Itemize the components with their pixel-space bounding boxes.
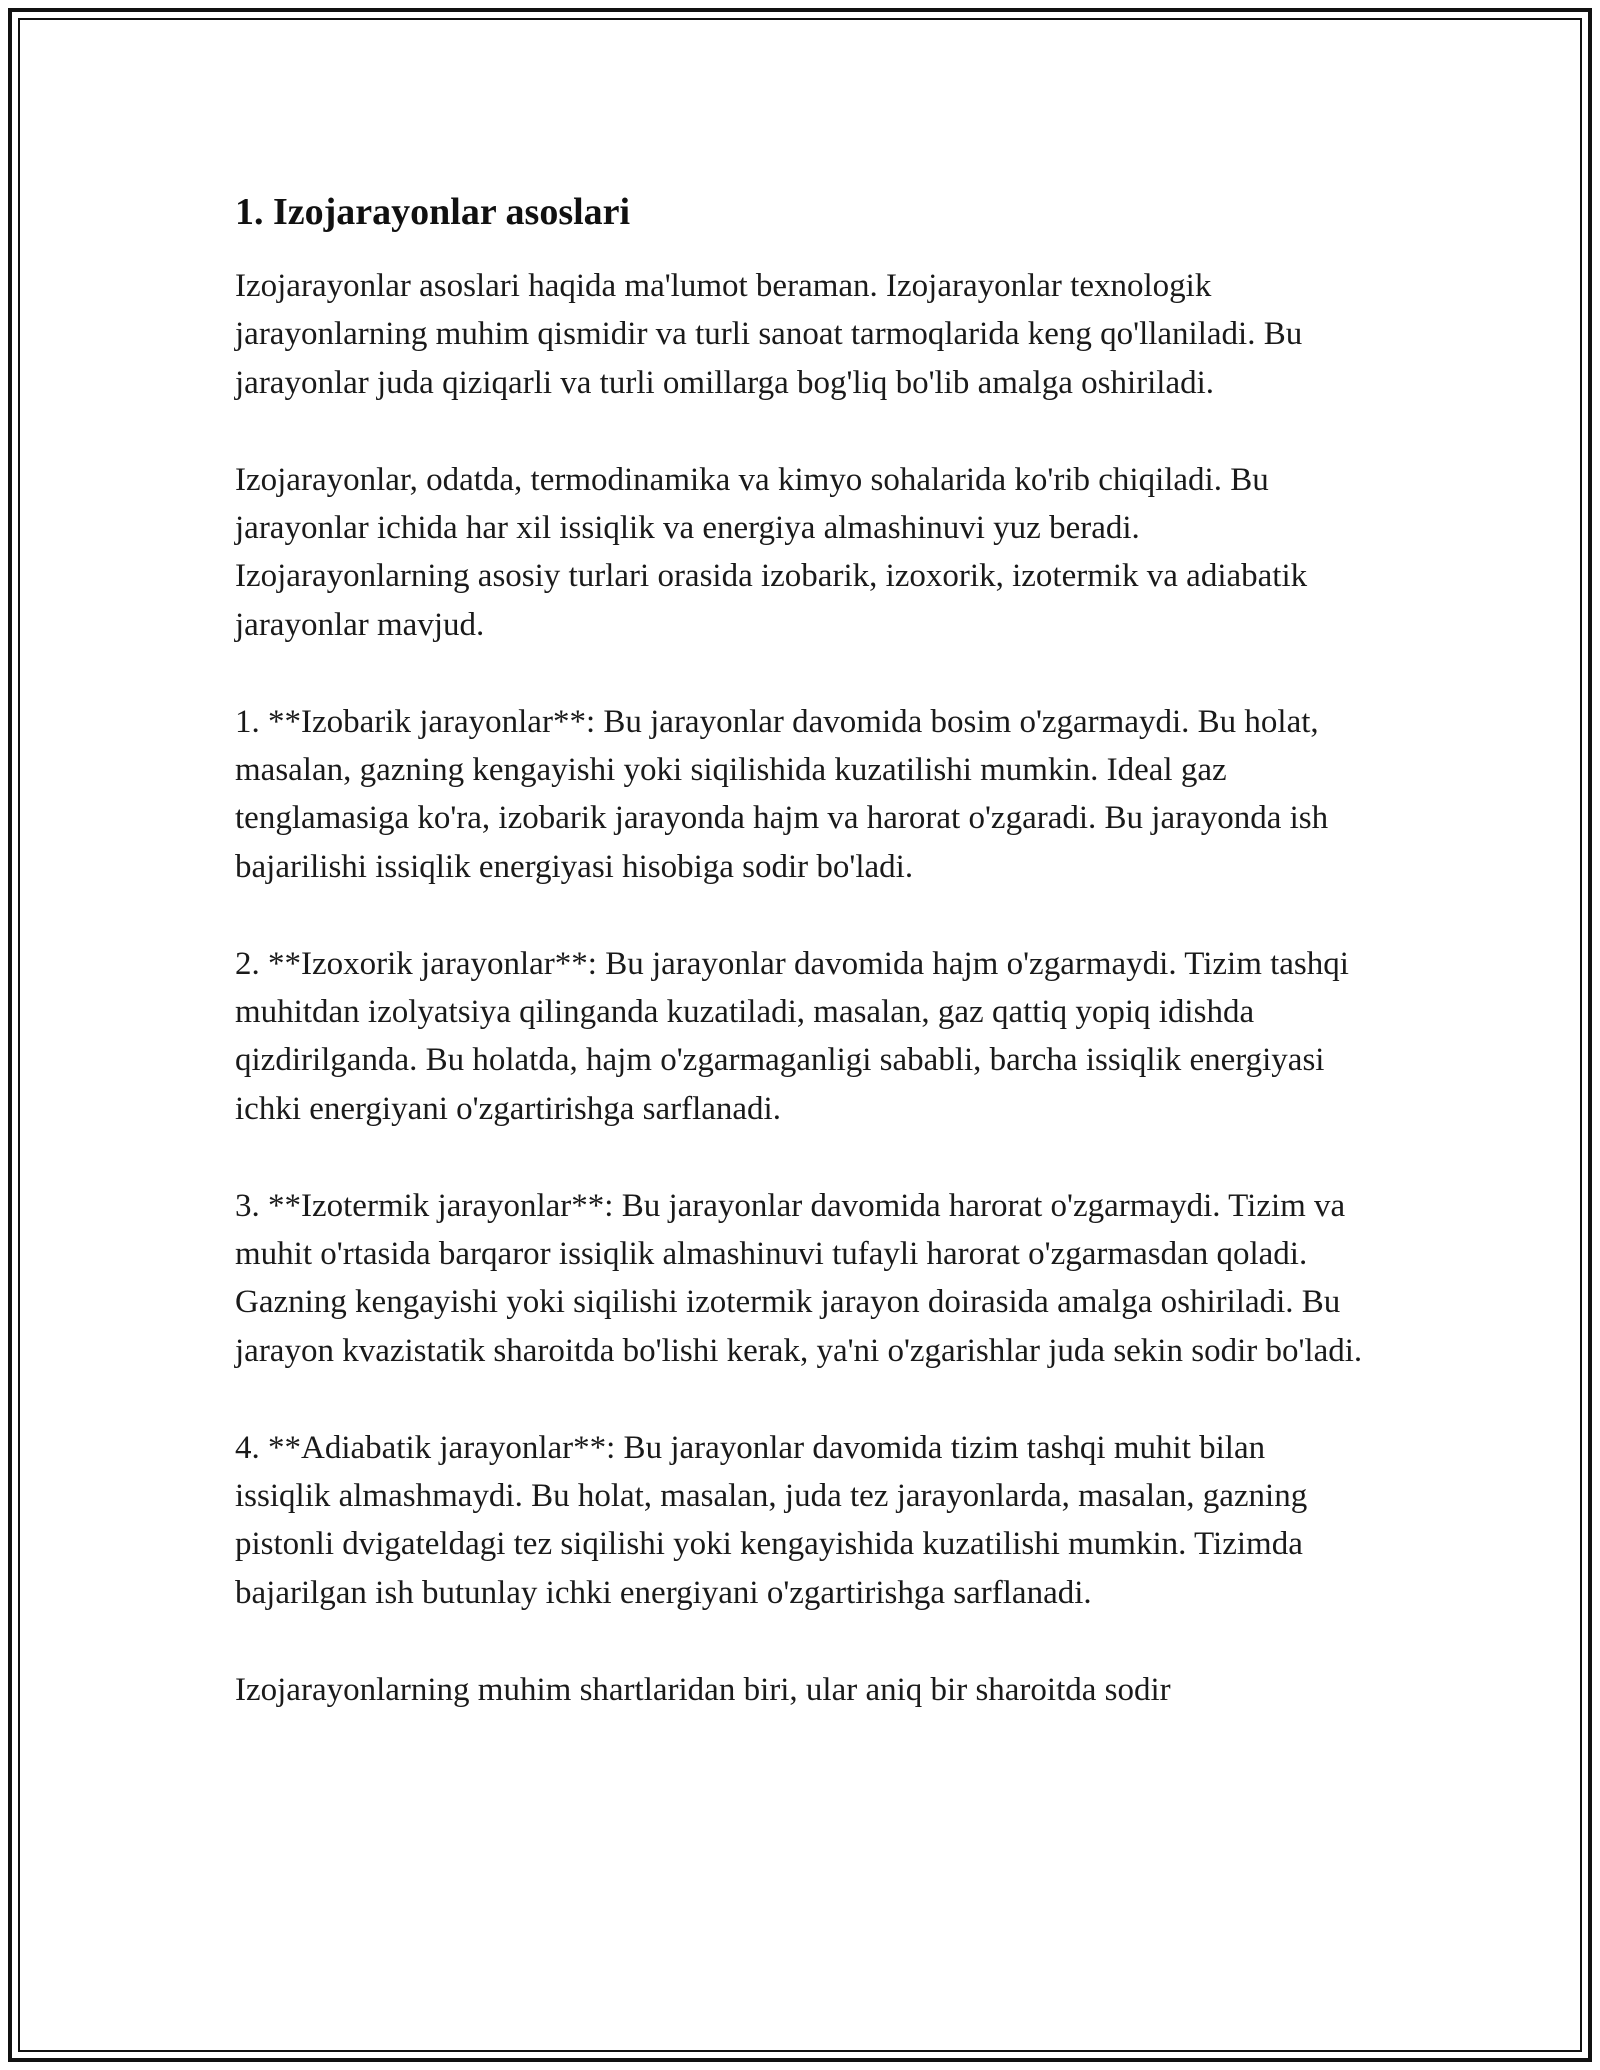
paragraph-isobaric: 1. **Izobarik jarayonlar**: Bu jarayonlar davomida bosim o'zgarmaydi. Bu holat, masalan, gazning kengayishi yoki siqilishida kuzatilishi mumkin. Ideal gaz tenglamasiga ko'ra, izobarik jarayonda hajm va harorat o'zgaradi. Bu jarayonda ish bajarilishi issiqlik energiyasi hisobiga sodir bo'ladi.	[235, 703, 1329, 885]
paragraph-isothermal: 3. **Izotermik jarayonlar**: Bu jarayonlar davomida harorat o'zgarmaydi. Tizim va muhit o'rtasida barqaror issiqlik almashinuvi tufayli harorat o'zgarmasdan qoladi. Gazning kengayishi yoki siqilishi izotermik jarayon doirasida amalga oshiriladi. Bu jarayon kvazistatik sharoitda bo'lishi kerak, ya'ni o'zgarishlar juda sekin sodir bo'ladi.	[235, 1187, 1363, 1369]
paragraph-conditions: Izojarayonlarning muhim shartlaridan biri, ular aniq bir sharoitda sodir	[235, 1671, 1171, 1708]
paragraph-adiabatic: 4. **Adiabatik jarayonlar**: Bu jarayonlar davomida tizim tashqi muhit bilan issiqlik almashmaydi. Bu holat, masalan, juda tez jarayonlarda, masalan, gazning pistonli dvigateldagi tez siqilishi yoki kengayishida kuzatilishi mumkin. Tizimda bajarilgan ish butunlay ichki energiyani o'zgartirishga sarflanadi.	[235, 1429, 1308, 1611]
paragraph-isochoric: 2. **Izoxorik jarayonlar**: Bu jarayonlar davomida hajm o'zgarmaydi. Tizim tashqi muhitdan izolyatsiya qilinganda kuzatiladi, masalan, gaz qattiq yopiq idishda qizdirilganda. Bu holatda, hajm o'zgarmaganligi sababli, barcha issiqlik energiyasi ichki energiyani o'zgartirishga sarflanadi.	[235, 945, 1349, 1127]
paragraph-intro: Izojarayonlar asoslari haqida ma'lumot beraman. Izojarayonlar texnologik jarayonlarning muhim qismidir va turli sanoat tarmoqlarida keng qo'llaniladi. Bu jarayonlar juda qiziqarli va turli omillarga bog'liq bo'lib amalga oshiriladi.	[235, 268, 1303, 401]
section-heading: 1. Izojarayonlar asoslari	[235, 191, 631, 233]
document-body	[235, 186, 1365, 1714]
paragraph-overview: Izojarayonlar, odatda, termodinamika va kimyo sohalarida ko'rib chiqiladi. Bu jarayonlar ichida har xil issiqlik va energiya almashinuvi yuz beradi. Izojarayonlarning asosiy turlari orasida izobarik, izoxorik, izotermik va adiabatik jarayonlar mavjud.	[235, 461, 1308, 643]
